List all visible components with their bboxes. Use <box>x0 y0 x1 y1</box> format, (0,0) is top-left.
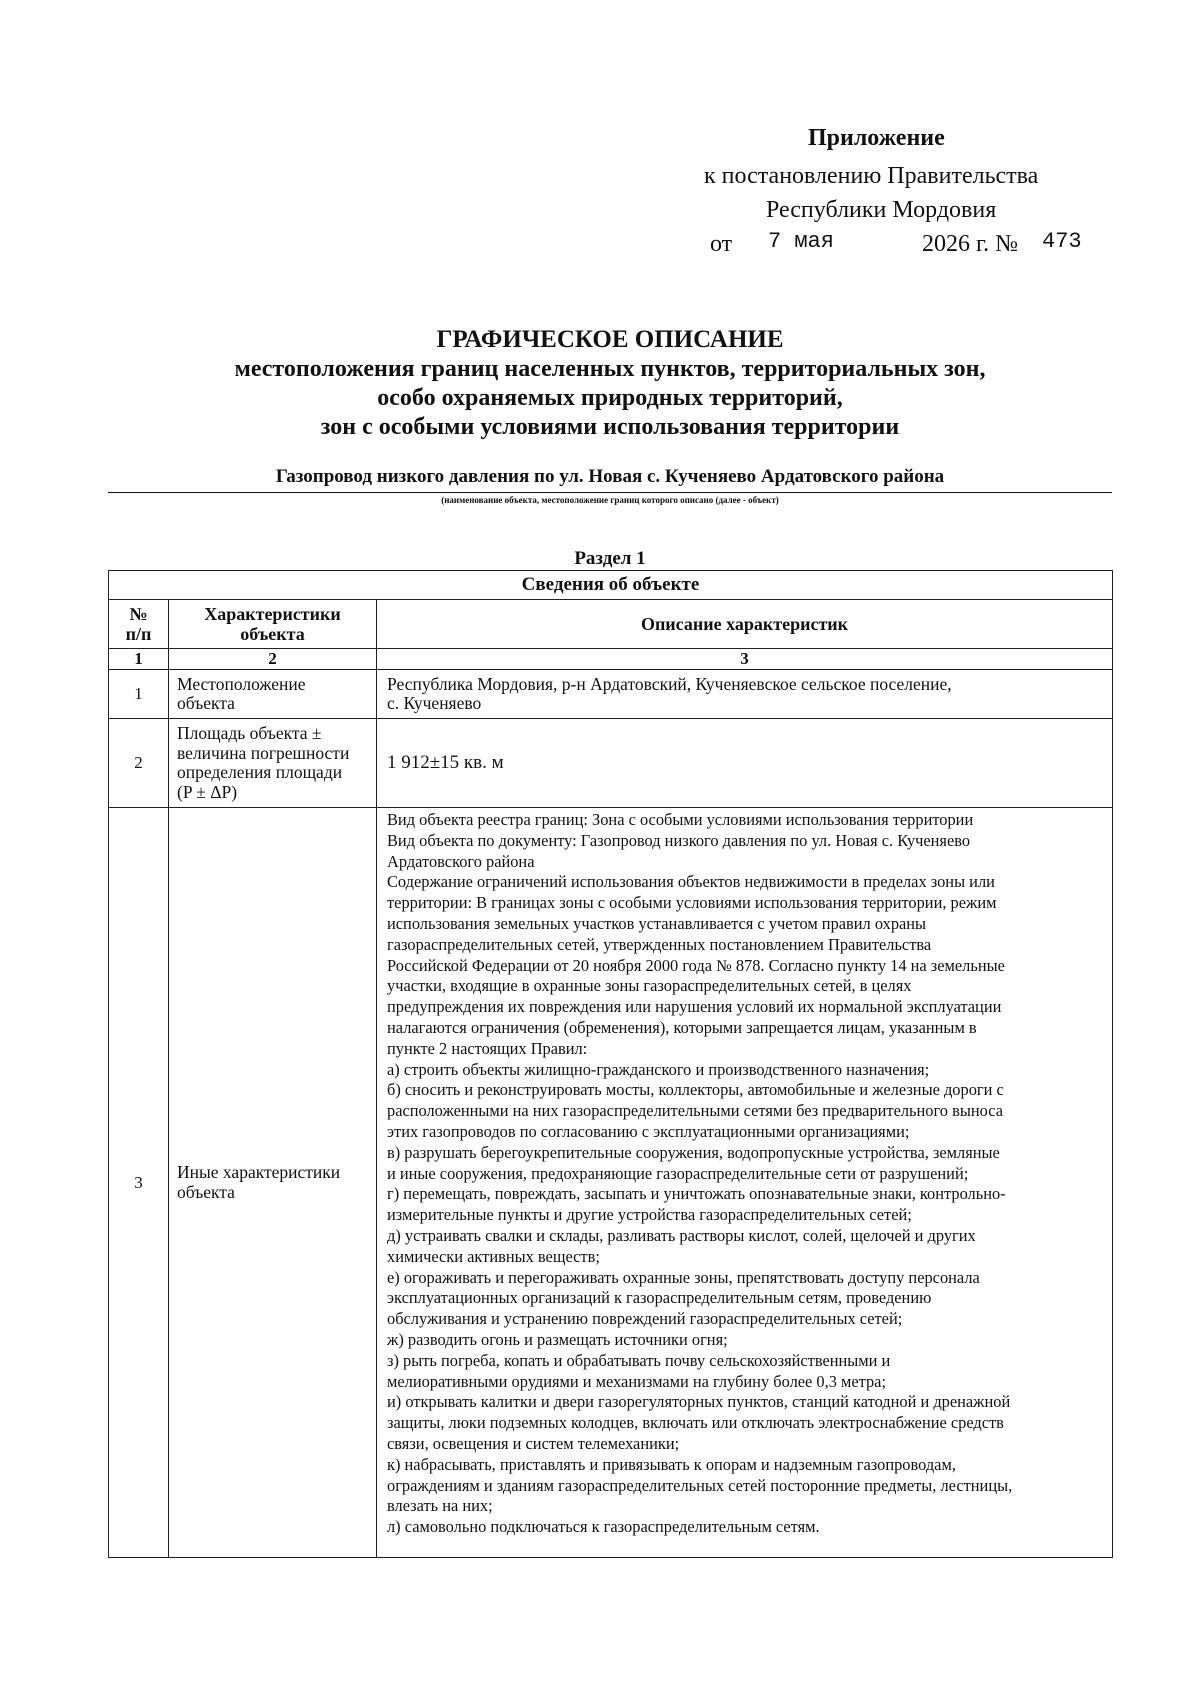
description-line: этих газопроводов по согласованию с эксплуатационными организациями; <box>387 1121 910 1141</box>
description-line: мелиоративными орудиями и механизмами на глубину более 0,3 метра; <box>387 1371 887 1391</box>
characteristic-line: Площадь объекта ± <box>177 723 322 743</box>
table-caption-row <box>109 571 1113 600</box>
appendix-year: 2026 г. № <box>922 231 1019 257</box>
document-title: ГРАФИЧЕСКОЕ ОПИСАНИЕ <box>436 326 784 353</box>
description-line: Вид объекта реестра границ: Зона с особыми условиями использования территории <box>387 810 974 829</box>
object-info-table <box>108 570 1113 1558</box>
description-line: эксплуатационных организаций к газораспределительным сетям, проведению <box>387 1288 932 1308</box>
header-no-line: п/п <box>125 624 152 644</box>
description-line: с. Кученяево <box>387 693 482 713</box>
row-description <box>377 808 1113 1558</box>
document-heading <box>110 325 1110 442</box>
description-line: и иные сооружения, предохраняющие газораспределительные сети от разрушений; <box>387 1163 969 1183</box>
description-line: Ардатовского района <box>387 851 535 871</box>
description-line: е) огораживать и перегораживать охранные зоны, препятствовать доступу персонала <box>387 1267 980 1287</box>
description-line: Вид объекта по документу: Газопровод низкого давления по ул. Новая с. Кученяево <box>387 830 971 850</box>
row-characteristic <box>169 670 377 719</box>
table-row <box>109 808 1113 1558</box>
description-line: обслуживания и устранению повреждений газораспределительных сетей; <box>387 1309 903 1329</box>
description-line: в) разрушать берегоукрепительные сооружения, водопропускные устройства, земляные <box>387 1142 1000 1162</box>
characteristic-line: Местоположение <box>177 673 306 694</box>
characteristic-line: (P ± ΔP) <box>177 781 238 802</box>
section-title: Раздел 1 <box>574 548 646 569</box>
characteristic-line: определения площади <box>177 762 343 782</box>
appendix-number: 473 <box>1042 229 1082 254</box>
document-subtitle-line: местоположения границ населенных пунктов, территориальных зон, <box>234 356 986 382</box>
description-line: л) самовольно подключаться к газораспределительным сетям. <box>387 1517 820 1537</box>
characteristic-line: объекта <box>177 1181 235 1202</box>
area-value: 1 912±15 кв. м <box>387 752 504 774</box>
description-line: Республика Мордовия, р-н Ардатовский, Кученяевское сельское поселение, <box>387 673 952 694</box>
column-number: 2 <box>169 649 377 670</box>
header-characteristic <box>169 600 377 649</box>
description-line: связи, освещения и систем телемеханики; <box>387 1433 680 1453</box>
description-line: а) строить объекты жилищно-гражданского и производственного назначения; <box>387 1059 930 1079</box>
object-name-underline <box>108 492 1112 493</box>
document-subtitle-line: зон с особыми условиями использования территории <box>320 414 900 440</box>
description-line: защиты, люки подземных колодцев, включать или отключать электроснабжение средств <box>387 1413 1004 1433</box>
description-line: влезать на них; <box>387 1496 493 1516</box>
table-caption: Сведения об объекте <box>109 571 1113 600</box>
description-line: измерительные пункты и другие устройства газораспределительных сетей; <box>387 1205 912 1225</box>
description-line: д) устраивать свалки и склады, разливать растворы кислот, солей, щелочей и других <box>387 1225 976 1245</box>
description-line: б) сносить и реконструировать мосты, коллекторы, автомобильные и железные дороги с <box>387 1080 1004 1100</box>
object-caption: (наименование объекта, местоположение границ которого описано (далее - объект) <box>441 495 779 505</box>
row-number: 2 <box>109 719 169 808</box>
description-line: расположенными на них газораспределительными сетями без предварительного выноса <box>387 1101 1003 1121</box>
description-line: г) перемещать, повреждать, засыпать и уничтожать опознавательные знаки, контрольно- <box>387 1184 1006 1204</box>
row-description <box>377 719 1113 808</box>
description-line: участки, входящие в охранные зоны газораспределительных сетей, в целях <box>387 976 912 996</box>
description-line: налагаются ограничения (обременения), которыми запрещается лицам, указанным в <box>387 1017 977 1037</box>
description-line: использования земельных участков устанавливается с учетом правил охраны <box>387 913 927 933</box>
description-line: и) открывать калитки и двери газорегуляторных пунктов, станций катодной и дренажной <box>387 1392 1011 1412</box>
column-number-row <box>109 649 1113 670</box>
description-line: ж) разводить огонь и размещать источники огня; <box>387 1329 728 1349</box>
row-characteristic <box>169 719 377 808</box>
description-line: Российской Федерации от 20 ноября 2000 года № 878. Согласно пункту 14 на земельные <box>387 955 1005 975</box>
header-description: Описание характеристик <box>377 600 1113 649</box>
header-no <box>109 600 169 649</box>
header-characteristic-line: Характеристики <box>204 604 341 624</box>
header-characteristic-line: объекта <box>240 624 305 644</box>
characteristic-line: величина погрешности <box>177 742 350 763</box>
row-description <box>377 670 1113 719</box>
description-line: территории: В границах зоны с особыми условиями использования территории, режим <box>387 893 997 913</box>
description-line: предупреждения их повреждения или нарушения условий их нормальной эксплуатации <box>387 997 1002 1017</box>
description-line: Содержание ограничений использования объектов недвижимости в пределах зоны или <box>387 872 995 892</box>
document-subtitle-line: особо охраняемых природных территорий, <box>377 385 843 411</box>
object-name: Газопровод низкого давления по ул. Новая с. Кученяево Ардатовского района <box>275 466 945 487</box>
row-number: 3 <box>109 808 169 1558</box>
table-row <box>109 670 1113 719</box>
description-line: ограждениям и зданиям газораспределительных сетей посторонние предметы, лестницы, <box>387 1475 1013 1495</box>
appendix-line-2: Республики Мордовия <box>766 197 997 223</box>
description-line: химически активных веществ; <box>387 1246 600 1266</box>
column-number: 3 <box>377 649 1113 670</box>
header-no-line: № <box>129 604 148 624</box>
characteristic-line: объекта <box>177 693 235 713</box>
description-line: пункте 2 настоящих Правил: <box>387 1038 588 1058</box>
table-row <box>109 719 1113 808</box>
appendix-date: 7 мая <box>768 229 835 254</box>
description-line: к) набрасывать, приставлять и привязывать к опорам и надземным газопроводам, <box>387 1454 956 1474</box>
description-line: з) рыть погреба, копать и обрабатывать почву сельскохозяйственными и <box>387 1350 891 1370</box>
appendix-from-label: от <box>710 231 733 257</box>
row-number: 1 <box>109 670 169 719</box>
description-line: газораспределительных сетей, утвержденных постановлением Правительства <box>387 934 932 954</box>
column-number: 1 <box>109 649 169 670</box>
table-header-row <box>109 600 1113 649</box>
row-characteristic <box>169 808 377 1558</box>
appendix-title: Приложение <box>808 125 945 151</box>
characteristic-line: Иные характеристики <box>177 1162 341 1182</box>
appendix-line-1: к постановлению Правительства <box>704 163 1039 189</box>
